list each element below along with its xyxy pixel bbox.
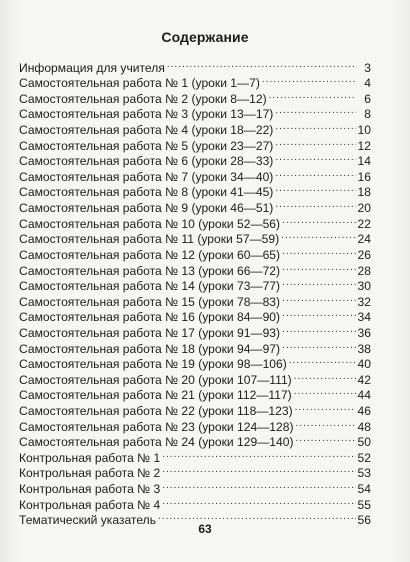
toc-entry-page: 24 [357, 232, 371, 247]
toc-entry-label: Самостоятельная работа № 19 (уроки 98—106) [19, 357, 287, 372]
dot-leader [294, 384, 356, 400]
dot-leader [275, 165, 356, 181]
dot-leader [296, 431, 356, 447]
dot-leader [275, 103, 356, 119]
dot-leader [162, 462, 356, 478]
toc-entry-label: Самостоятельная работа № 14 (уроки 73—77) [19, 279, 281, 294]
toc-entry-page: 54 [357, 482, 371, 497]
dot-leader [282, 212, 356, 228]
dot-leader [275, 150, 356, 166]
toc-entry-page: 34 [357, 310, 371, 325]
toc-entry-page: 26 [357, 247, 371, 262]
toc-entry-label: Самостоятельная работа № 10 (уроки 52—56) [19, 216, 281, 231]
toc-entry-label: Самостоятельная работа № 24 (уроки 129—140) [19, 435, 294, 450]
toc-entry-label: Самостоятельная работа № 13 (уроки 66—72) [19, 263, 281, 278]
toc-entry-label: Самостоятельная работа № 12 (уроки 60—65) [19, 247, 281, 262]
toc-entry-label: Контрольная работа № 2 [19, 466, 161, 481]
dot-leader [162, 493, 356, 509]
toc-entry-page: 46 [357, 404, 371, 419]
toc-entry-page: 30 [357, 279, 371, 294]
dot-leader [295, 399, 356, 415]
toc-entry-page: 6 [364, 91, 371, 106]
toc-entry-label: Тематический указатель [19, 513, 157, 528]
toc-entry-label: Самостоятельная работа № 3 (уроки 13—17) [19, 107, 274, 122]
toc-entry-page: 53 [357, 466, 371, 481]
toc-entry-page: 3 [364, 60, 371, 75]
dot-leader [275, 196, 356, 212]
toc-entry-page: 10 [357, 123, 371, 138]
toc-entry-label: Самостоятельная работа № 15 (уроки 78—83) [19, 294, 281, 309]
toc-entry-label: Самостоятельная работа № 20 (уроки 107—111) [19, 372, 292, 387]
dot-leader [275, 134, 356, 150]
toc-entry-page: 50 [357, 435, 371, 450]
toc-entry-label: Самостоятельная работа № 2 (уроки 8—12) [19, 91, 267, 106]
dot-leader [167, 56, 356, 72]
toc-entry-label: Самостоятельная работа № 23 (уроки 124—128) [19, 419, 294, 434]
toc-entry [19, 56, 371, 75]
dot-leader [275, 118, 356, 134]
toc-entry-label: Самостоятельная работа № 7 (уроки 34—40) [19, 169, 274, 184]
toc-entry-page: 36 [357, 325, 371, 340]
toc-entry-page: 20 [357, 201, 371, 216]
toc-entry-page: 8 [364, 107, 371, 122]
toc-entry-label: Самостоятельная работа № 11 (уроки 57—59) [19, 232, 280, 247]
dot-leader [269, 87, 356, 103]
toc-entry-label: Самостоятельная работа № 8 (уроки 41—45) [19, 185, 274, 200]
toc-entry-page: 14 [357, 154, 371, 169]
toc-entry-label: Самостоятельная работа № 9 (уроки 46—51) [19, 201, 274, 216]
toc-entry-label: Самостоятельная работа № 21 (уроки 112—117) [19, 388, 292, 403]
dot-leader [282, 321, 356, 337]
toc-entry-label: Контрольная работа № 3 [19, 482, 161, 497]
dot-leader [162, 477, 356, 493]
page-number: 63 [198, 522, 212, 536]
dot-leader [281, 228, 356, 244]
toc-entry-page: 28 [357, 263, 371, 278]
dot-leader [282, 275, 356, 291]
toc-entry-page: 38 [357, 341, 371, 356]
dot-leader [282, 290, 356, 306]
toc-entry-page: 4 [364, 76, 371, 91]
toc-entry-label: Самостоятельная работа № 4 (уроки 18—22) [19, 123, 274, 138]
toc-entry-label: Самостоятельная работа № 22 (уроки 118—123) [19, 404, 293, 419]
table-of-contents [19, 56, 371, 528]
toc-entry-page: 12 [357, 138, 371, 153]
toc-entry-label: Контрольная работа № 4 [19, 497, 161, 512]
toc-entry-page: 56 [357, 513, 371, 528]
dot-leader [282, 243, 356, 259]
dot-leader [282, 337, 356, 353]
toc-entry-label: Самостоятельная работа № 16 (уроки 84—90) [19, 310, 281, 325]
toc-entry-label: Самостоятельная работа № 1 (уроки 1—7) [19, 76, 260, 91]
toc-entry-page: 42 [357, 372, 371, 387]
toc-entry-page: 16 [357, 169, 371, 184]
page-title: Содержание [161, 29, 249, 45]
toc-entry-page: 22 [357, 216, 371, 231]
toc-entry-page: 32 [357, 294, 371, 309]
dot-leader [262, 72, 356, 88]
toc-entry-page: 48 [357, 419, 371, 434]
dot-leader [296, 415, 356, 431]
dot-leader [289, 353, 356, 369]
toc-entry-page: 40 [357, 357, 371, 372]
toc-entry-label: Самостоятельная работа № 5 (уроки 23—27) [19, 138, 274, 153]
dot-leader [294, 368, 356, 384]
toc-entry-label: Самостоятельная работа № 17 (уроки 91—93) [19, 325, 281, 340]
dot-leader [282, 306, 356, 322]
toc-entry-page: 44 [357, 388, 371, 403]
toc-entry-label: Контрольная работа № 1 [19, 450, 161, 465]
toc-entry-label: Информация для учителя [19, 60, 165, 75]
toc-entry-page: 52 [357, 450, 371, 465]
dot-leader [282, 259, 356, 275]
toc-entry-label: Самостоятельная работа № 6 (уроки 28—33) [19, 154, 274, 169]
dot-leader [275, 181, 356, 197]
dot-leader [162, 446, 356, 462]
toc-entry-page: 55 [357, 497, 371, 512]
toc-entry-label: Самостоятельная работа № 18 (уроки 94—97) [19, 341, 281, 356]
toc-entry-page: 18 [357, 185, 371, 200]
